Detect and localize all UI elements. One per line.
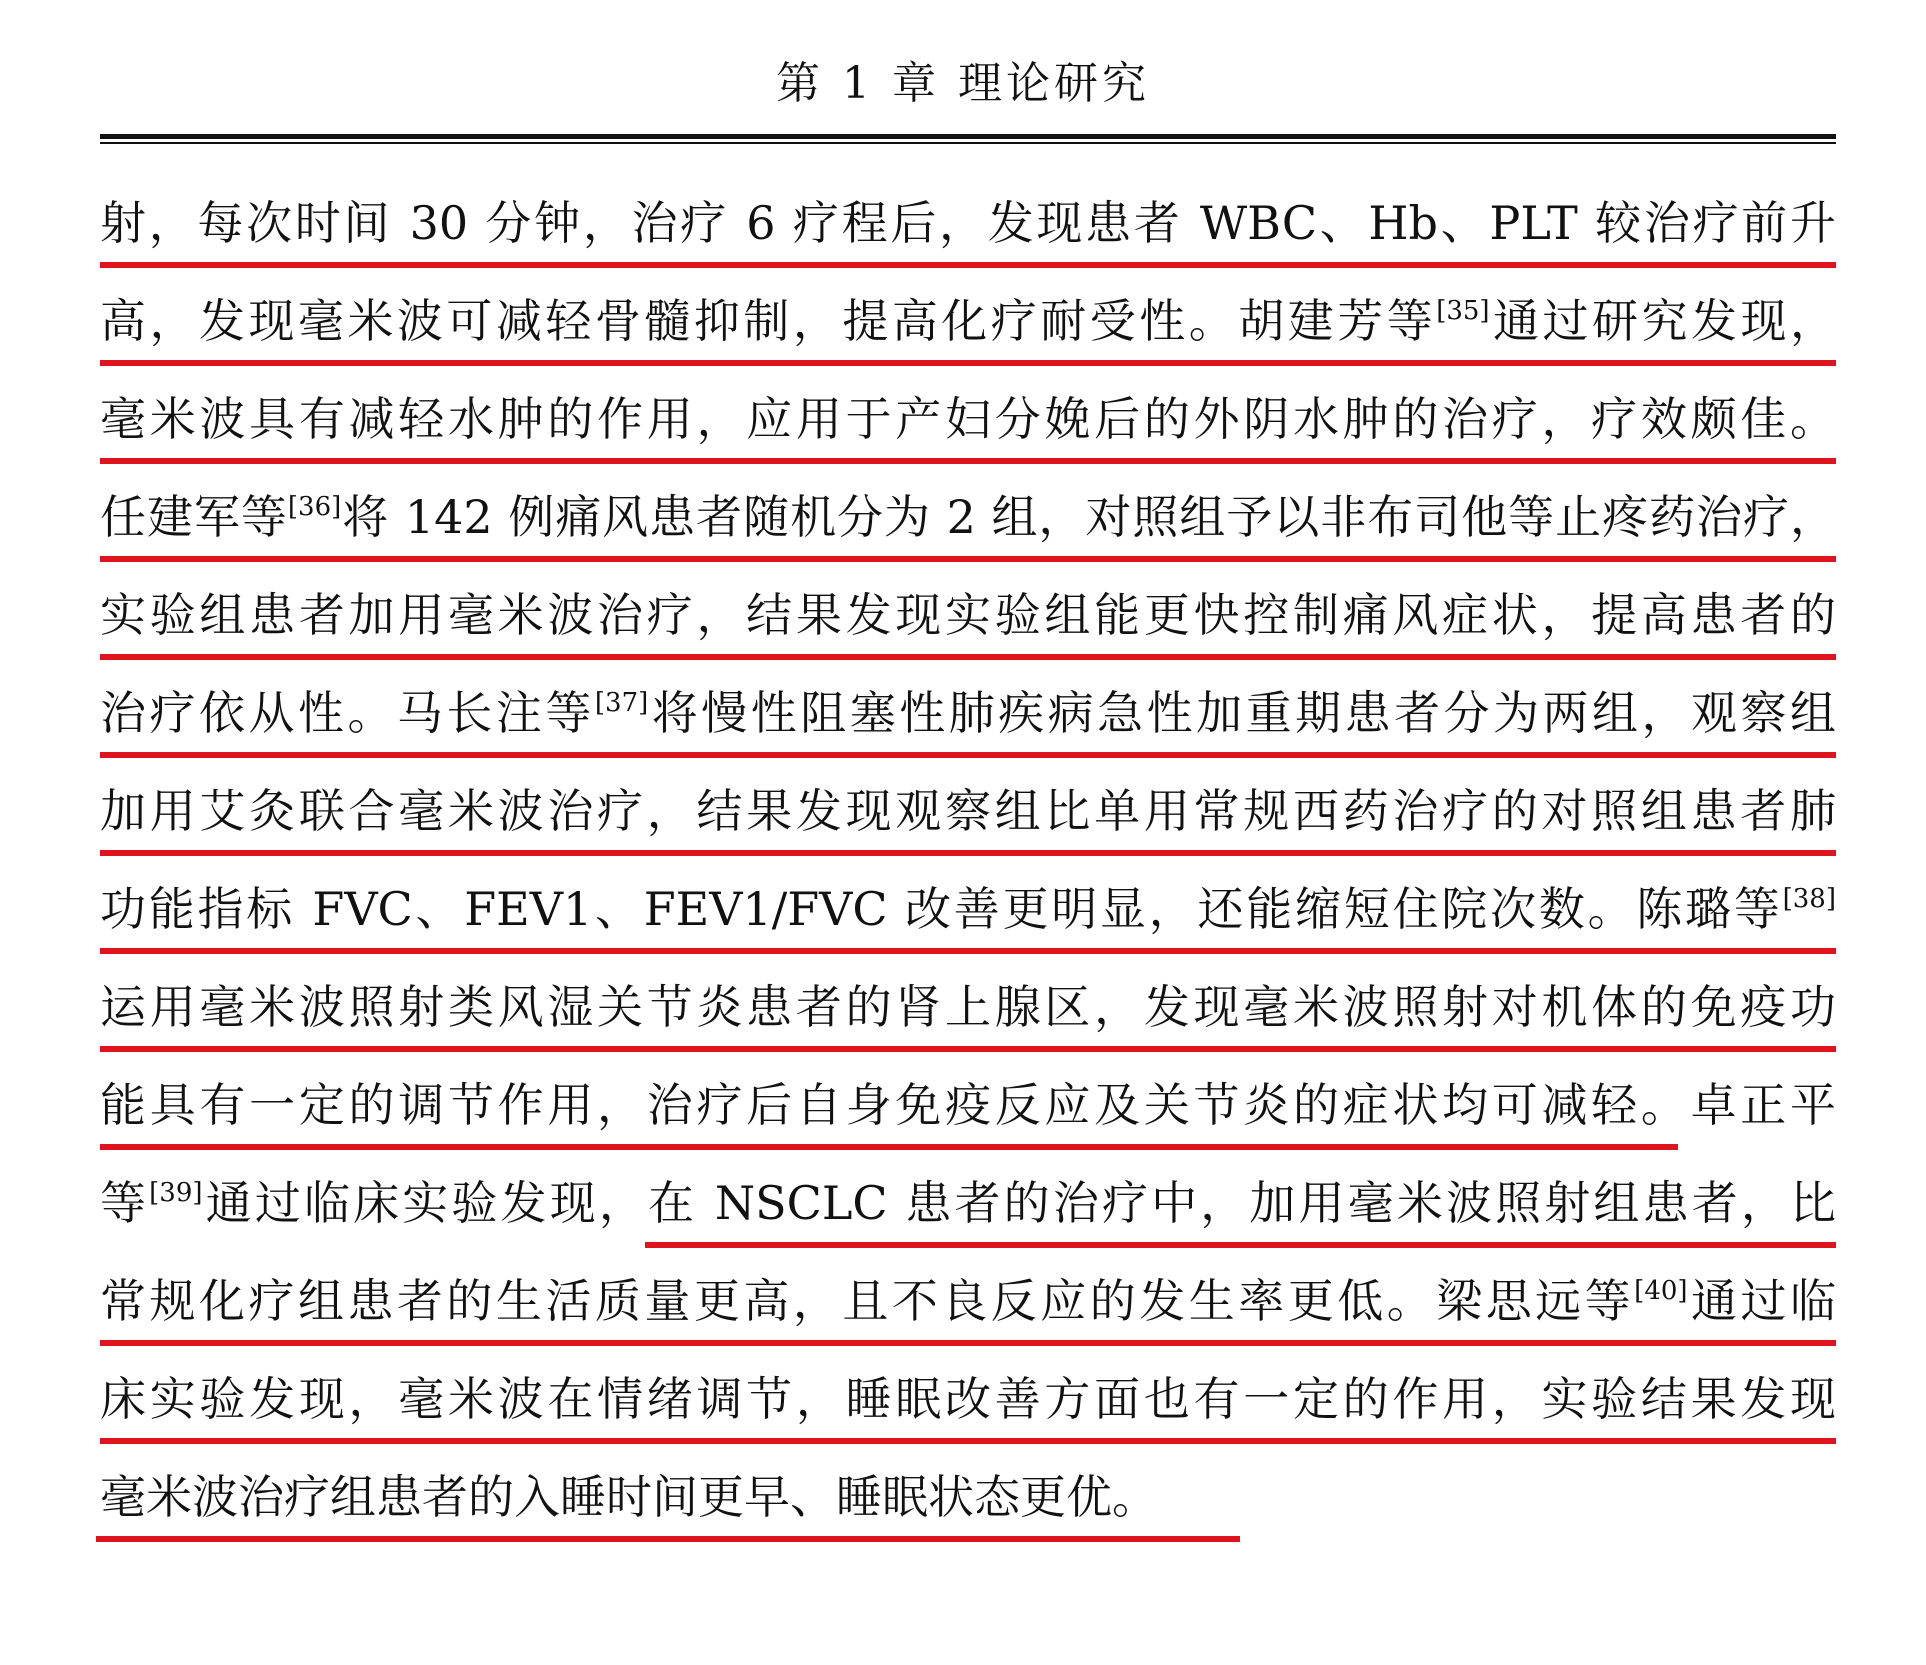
text-line: 加用艾灸联合毫米波治疗，结果发现观察组比单用常规西药治疗的对照组患者肺 xyxy=(100,784,1836,838)
red-underline xyxy=(100,1438,1836,1444)
citation-ref: [40] xyxy=(1634,1276,1688,1306)
red-underline xyxy=(100,752,1836,758)
red-underline xyxy=(100,1046,1836,1052)
red-underline xyxy=(645,1242,1836,1248)
red-underline xyxy=(100,458,1836,464)
red-underline xyxy=(100,1144,1678,1150)
citation-ref: [38] xyxy=(1782,884,1836,914)
text-line: 射，每次时间 30 分钟，治疗 6 疗程后，发现患者 WBC、Hb、PLT 较治疗前升 xyxy=(100,196,1837,250)
text-line: 床实验发现，毫米波在情绪调节，睡眠改善方面也有一定的作用，实验结果发现 xyxy=(100,1372,1836,1426)
page-header-title: 第 1 章 理论研究 xyxy=(776,58,1150,109)
text-line: 任建军等[36]将 142 例痛风患者随机分为 2 组，对照组予以非布司他等止疼药治疗， xyxy=(100,490,1837,544)
red-underline xyxy=(100,262,1836,268)
header-rule-thick xyxy=(100,134,1836,139)
text-line: 等[39]通过临床实验发现，在 NSCLC 患者的治疗中，加用毫米波照射组患者，比 xyxy=(100,1176,1837,1230)
red-underline xyxy=(96,1536,1240,1542)
red-underline xyxy=(100,654,1836,660)
text-line: 高，发现毫米波可减轻骨髓抑制，提高化疗耐受性。胡建芳等[35]通过研究发现， xyxy=(100,294,1837,348)
red-underline xyxy=(100,360,1836,366)
text-line: 运用毫米波照射类风湿关节炎患者的肾上腺区，发现毫米波照射对机体的免疫功 xyxy=(100,980,1836,1034)
citation-ref: [39] xyxy=(149,1178,203,1208)
text-line: 功能指标 FVC、FEV1、FEV1/FVC 改善更明显，还能缩短住院次数。陈璐等[38] xyxy=(100,882,1836,936)
red-underline xyxy=(100,948,1836,954)
text-line: 实验组患者加用毫米波治疗，结果发现实验组能更快控制痛风症状，提高患者的 xyxy=(100,588,1836,642)
red-underline xyxy=(100,850,1836,856)
text-line: 毫米波具有减轻水肿的作用，应用于产妇分娩后的外阴水肿的治疗，疗效颇佳。 xyxy=(100,392,1836,446)
citation-ref: [37] xyxy=(594,688,649,718)
text-line: 能具有一定的调节作用，治疗后自身免疫反应及关节炎的症状均可减轻。卓正平 xyxy=(100,1078,1836,1132)
text-line: 常规化疗组患者的生活质量更高，且不良反应的发生率更低。梁思远等[40]通过临 xyxy=(100,1274,1837,1328)
text-line-last: 毫米波治疗组患者的入睡时间更早、睡眠状态更优。 xyxy=(100,1470,1158,1524)
red-underline xyxy=(100,556,1836,562)
red-underline xyxy=(100,1340,1836,1346)
text-line: 治疗依从性。马长注等[37]将慢性阻塞性肺疾病急性加重期患者分为两组，观察组 xyxy=(100,686,1837,740)
citation-ref: [35] xyxy=(1436,296,1490,326)
header-rule-thin xyxy=(100,142,1836,144)
citation-ref: [36] xyxy=(287,492,342,522)
